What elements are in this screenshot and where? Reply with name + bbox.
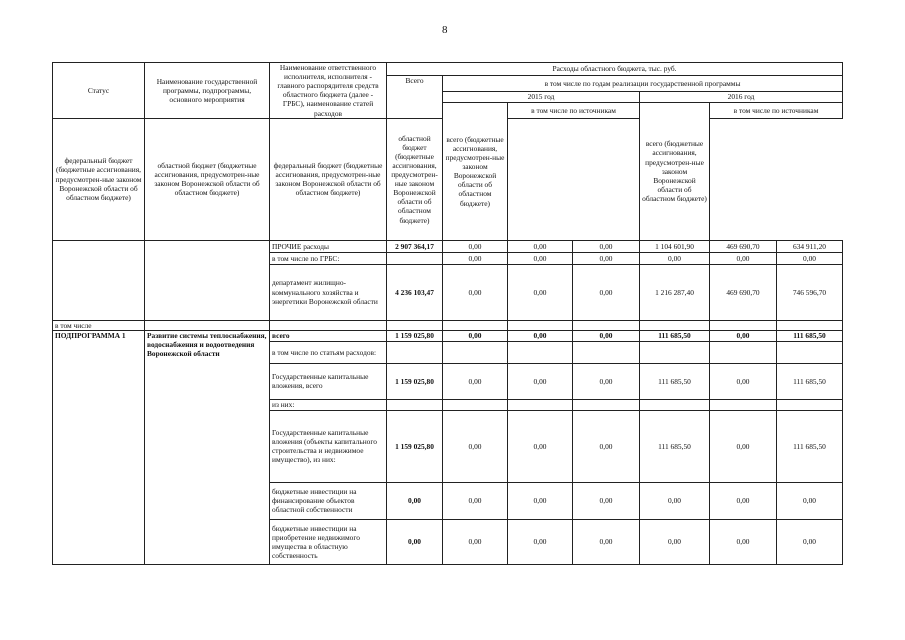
row-2016-all [640, 341, 710, 363]
header-status: Статус [53, 63, 145, 119]
row-2015-all: 0,00 [443, 252, 508, 264]
row-2015-all [443, 320, 508, 330]
row-2015-regional: 0,00 [573, 363, 640, 399]
page-number: 8 [442, 24, 448, 36]
header-row-1 [53, 63, 843, 76]
header-2016-regional: областной бюджет (бюджетные ассигнования, предусмотрен-ные законом Воронежской области об областном бюджете) [387, 118, 443, 240]
row-2016-all [640, 320, 710, 330]
row-2015-all [443, 399, 508, 410]
row-2015-all: 0,00 [443, 330, 508, 341]
row-2015-all: 0,00 [443, 410, 508, 482]
row-2016-regional [777, 399, 843, 410]
row-2016-federal: 469 690,70 [710, 240, 777, 252]
header-program-name: Наименование государственной программы, подпрограммы, основного мероприятия [145, 63, 270, 119]
header-2015-federal: федеральный бюджет (бюджетные ассигнования, предусмотрен-ные законом Воронежской области об областном бюджете) [53, 118, 145, 240]
row-2016-regional [777, 320, 843, 330]
row-2016-regional: 0,00 [777, 519, 843, 564]
row-total [387, 341, 443, 363]
row-total: 4 236 103,47 [387, 264, 443, 320]
row-2015-all: 0,00 [443, 363, 508, 399]
row-2016-federal: 0,00 [710, 519, 777, 564]
row-2015-all: 0,00 [443, 519, 508, 564]
row-2015-regional: 0,00 [573, 410, 640, 482]
row-2016-federal: 0,00 [710, 252, 777, 264]
row-2015-federal [508, 341, 573, 363]
row-2016-regional: 111 685,50 [777, 410, 843, 482]
row-2016-regional: 746 596,70 [777, 264, 843, 320]
table-row [53, 240, 843, 252]
row-2016-regional: 111 685,50 [777, 330, 843, 341]
header-year-2016: 2016 год [640, 91, 843, 102]
row-2016-regional: 0,00 [777, 482, 843, 519]
row-2016-all: 0,00 [640, 519, 710, 564]
row-label: Государственные капитальные вложения, всего [270, 363, 387, 399]
row-2015-federal [508, 320, 573, 330]
header-total: Всего [387, 76, 443, 119]
row-2015-regional: 0,00 [573, 519, 640, 564]
row-2016-all: 0,00 [640, 252, 710, 264]
row-2015-regional [573, 320, 640, 330]
row-total: 2 907 364,17 [387, 240, 443, 252]
program-cell [145, 320, 270, 330]
row-total: 1 159 025,80 [387, 410, 443, 482]
row-2016-regional [777, 341, 843, 363]
header-executor: Наименование ответственного исполнителя, исполнителя - главного распорядителя средств областного бюджета (далее - ГРБС), наименование статей расходов [270, 63, 387, 119]
row-2016-federal: 0,00 [710, 410, 777, 482]
row-total: 0,00 [387, 519, 443, 564]
row-label: бюджетные инвестиции на приобретение недвижимого имущества в областную собственность [270, 519, 387, 564]
row-label: в том числе по статьям расходов: [270, 341, 387, 363]
row-2016-federal: 0,00 [710, 482, 777, 519]
budget-table [52, 62, 843, 565]
row-2015-regional: 0,00 [573, 252, 640, 264]
row-2015-federal: 0,00 [508, 519, 573, 564]
header-2016-by-sources: в том числе по источникам [710, 102, 843, 118]
row-2016-all: 111 685,50 [640, 410, 710, 482]
row-total [387, 399, 443, 410]
header-2015-regional: областной бюджет (бюджетные ассигнования, предусмотрен-ные законом Воронежской области об областном бюджете) [145, 118, 270, 240]
row-2015-regional [573, 341, 640, 363]
row-2015-federal: 0,00 [508, 482, 573, 519]
row-label: бюджетные инвестиции на финансирование объектов областной собственности [270, 482, 387, 519]
row-2016-all: 111 685,50 [640, 363, 710, 399]
row-2015-federal: 0,00 [508, 330, 573, 341]
row-label: департамент жилищно-коммунального хозяйства и энергетики Воронежской области [270, 264, 387, 320]
row-label [270, 320, 387, 330]
row-label: в том числе по ГРБС: [270, 252, 387, 264]
row-2015-regional: 0,00 [573, 330, 640, 341]
row-2015-regional: 0,00 [573, 240, 640, 252]
row-2015-federal: 0,00 [508, 252, 573, 264]
header-by-years: в том числе по годам реализации государственной программы [443, 76, 843, 92]
row-total [387, 320, 443, 330]
row-2016-federal: 0,00 [710, 363, 777, 399]
row-2015-all [443, 341, 508, 363]
row-2015-regional: 0,00 [573, 264, 640, 320]
row-2015-all: 0,00 [443, 482, 508, 519]
row-total: 1 159 025,80 [387, 330, 443, 341]
subprogram-status: ПОДПРОГРАММА 1 [53, 330, 145, 564]
row-2015-regional: 0,00 [573, 482, 640, 519]
header-2016-federal: федеральный бюджет (бюджетные ассигнования, предусмотрен-ные законом Воронежской области об областном бюджете) [270, 118, 387, 240]
row-label: ПРОЧИЕ расходы [270, 240, 387, 252]
header-2015-total-budget: всего (бюджетные ассигнования, предусмотрен-ные законом Воронежской области об областном бюджете) [443, 102, 508, 240]
row-label: из них: [270, 399, 387, 410]
table-row [53, 320, 843, 330]
row-2016-federal [710, 341, 777, 363]
row-2016-federal: 469 690,70 [710, 264, 777, 320]
row-2016-all [640, 399, 710, 410]
header-2016-total-budget: всего (бюджетные ассигнования, предусмотрен-ные законом Воронежской области об областном бюджете) [640, 102, 710, 240]
row-label: всего [270, 330, 387, 341]
row-2015-federal: 0,00 [508, 264, 573, 320]
row-2015-all: 0,00 [443, 240, 508, 252]
row-2015-federal: 0,00 [508, 363, 573, 399]
row-2015-all: 0,00 [443, 264, 508, 320]
row-2016-regional: 111 685,50 [777, 363, 843, 399]
program-cell [145, 240, 270, 320]
row-2016-regional: 634 911,20 [777, 240, 843, 252]
row-2016-federal [710, 320, 777, 330]
row-2016-all: 0,00 [640, 482, 710, 519]
row-total: 0,00 [387, 482, 443, 519]
table-row [53, 330, 843, 341]
row-2015-federal: 0,00 [508, 240, 573, 252]
row-label: Государственные капитальные вложения (объекты капитального строительства и недвижимое имущество), из них: [270, 410, 387, 482]
status-cell: в том числе [53, 320, 145, 330]
row-2016-all: 1 104 601,90 [640, 240, 710, 252]
row-total [387, 252, 443, 264]
row-total: 1 159 025,80 [387, 363, 443, 399]
status-cell [53, 240, 145, 320]
row-2015-federal [508, 399, 573, 410]
header-year-2015: 2015 год [443, 91, 640, 102]
row-2016-all: 111 685,50 [640, 330, 710, 341]
row-2016-all: 1 216 287,40 [640, 264, 710, 320]
row-2016-federal: 0,00 [710, 330, 777, 341]
row-2015-regional [573, 399, 640, 410]
header-2015-by-sources: в том числе по источникам [508, 102, 640, 118]
row-2015-federal: 0,00 [508, 410, 573, 482]
subprogram-name: Развитие системы теплоснабжения, водоснабжения и водоотведения Воронежской области [145, 330, 270, 564]
row-2016-federal [710, 399, 777, 410]
header-expenses-title: Расходы областного бюджета, тыс. руб. [387, 63, 843, 76]
row-2016-regional: 0,00 [777, 252, 843, 264]
